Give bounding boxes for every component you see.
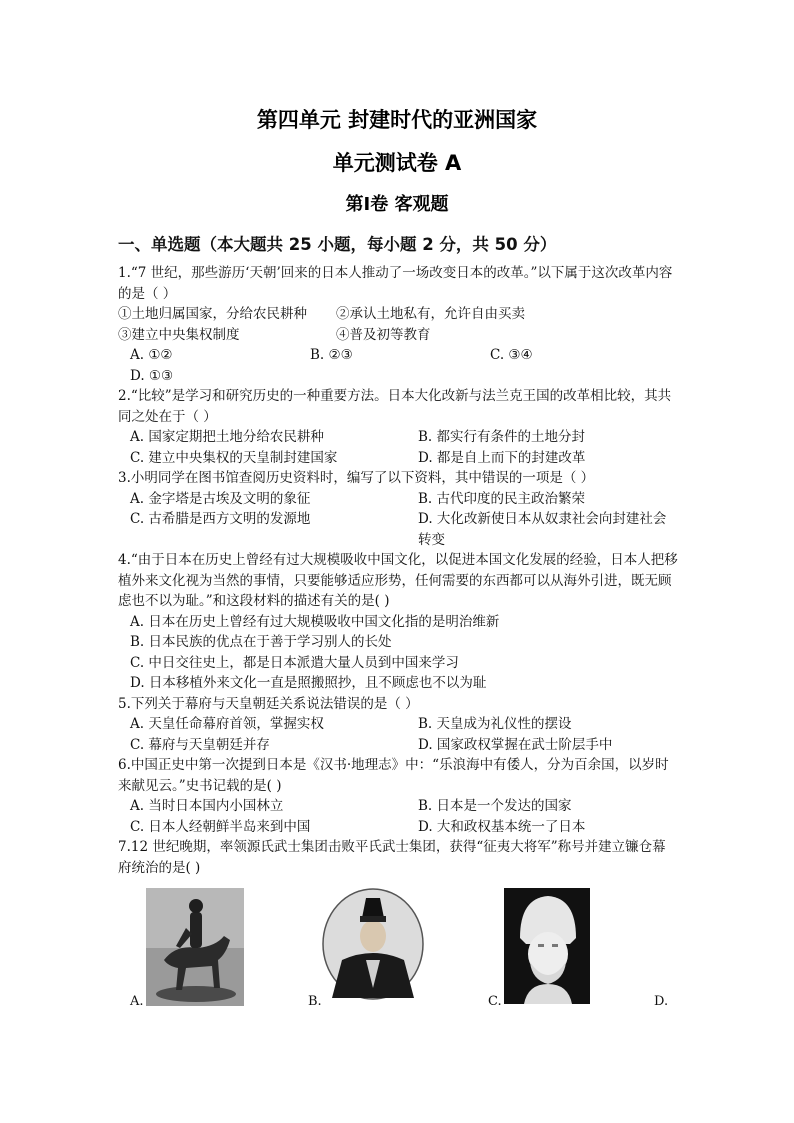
options-row xyxy=(118,489,678,510)
question-stem: 5.下列关于幕府与天皇朝廷关系说法错误的是（ ） xyxy=(118,695,419,712)
option-c[interactable]: C. ③④ xyxy=(490,347,533,363)
question-stem: 7.12 世纪晚期，率领源氏武士集团击败平氏武士集团，获得“征夷大将军”称号并建立镰仓幕府统治的是( ) xyxy=(118,839,666,876)
option-c[interactable]: C. xyxy=(488,994,502,1009)
option-b[interactable]: B. xyxy=(308,994,322,1009)
option-a[interactable]: A. 当时日本国内小国林立 xyxy=(130,798,284,814)
option-b[interactable]: B. 都实行有条件的土地分封 xyxy=(418,429,586,445)
option-d[interactable]: D. xyxy=(654,994,669,1009)
option-a[interactable]: A. 国家定期把土地分给农民耕种 xyxy=(130,429,324,445)
option-c[interactable]: C. 建立中央集权的天皇制封建国家 xyxy=(130,449,338,466)
option-d[interactable]: D. 都是自上而下的封建改革 xyxy=(418,449,586,466)
options-row xyxy=(118,509,678,550)
option-c[interactable]: C. 幕府与天皇朝廷并存 xyxy=(130,736,270,753)
option-c[interactable]: C. 古希腊是西方文明的发源地 xyxy=(130,511,311,527)
options-row xyxy=(118,345,678,366)
question-stem: 1.“7 世纪，那些游历‘天朝’回来的日本人推动了一场改变日本的改革。”以下属于这次改革内容的是（ ） xyxy=(118,265,673,302)
option-c[interactable]: C. 中日交往史上，都是日本派遣大量人员到中国来学习 xyxy=(130,654,459,671)
option-d[interactable]: D. ①③ xyxy=(130,367,174,384)
statement-2: ②承认土地私有，允许自由买卖 xyxy=(336,306,525,322)
option-a[interactable]: A. 日本在历史上曾经有过大规模吸收中国文化指的是明治维新 xyxy=(130,613,500,630)
option-a[interactable]: A. 天皇任命幕府首领，掌握实权 xyxy=(130,716,324,732)
option-a[interactable]: A. ①② xyxy=(130,347,173,363)
options-row xyxy=(118,448,678,469)
question-stem: 2.“比较”是学习和研究历史的一种重要方法。日本大化改新与法兰克王国的改革相比较，其共同之处在于（ ） xyxy=(118,388,672,425)
helmeted-bust-image[interactable] xyxy=(504,888,590,1004)
option-d[interactable]: D. 大和政权基本统一了日本 xyxy=(418,818,586,835)
question-6 xyxy=(118,755,678,837)
question-4 xyxy=(118,550,678,694)
question-2 xyxy=(118,386,678,468)
option-d[interactable]: D. 国家政权掌握在武士阶层手中 xyxy=(418,736,613,753)
part-title: 第Ⅰ卷 客观题 xyxy=(345,194,449,215)
statement-row xyxy=(118,304,678,325)
unit-title: 第四单元 封建时代的亚洲国家 xyxy=(256,108,538,132)
statement-4: ④普及初等教育 xyxy=(336,326,431,343)
options-row xyxy=(118,735,678,756)
option-b[interactable]: B. 日本是一个发达的国家 xyxy=(418,798,572,814)
question-1 xyxy=(118,263,678,386)
options-row xyxy=(118,796,678,817)
equestrian-statue-image[interactable] xyxy=(146,888,244,1006)
portrait-image[interactable] xyxy=(322,888,424,1000)
option-a[interactable]: A. 金字塔是古埃及文明的象征 xyxy=(130,490,311,507)
option-c[interactable]: C. 日本人经朝鲜半岛来到中国 xyxy=(130,818,311,835)
questions xyxy=(118,263,678,878)
statement-3: ③建立中央集权制度 xyxy=(118,326,240,343)
option-b[interactable]: B. 古代印度的民主政治繁荣 xyxy=(418,490,586,507)
option-b[interactable]: B. 天皇成为礼仪性的摆设 xyxy=(418,716,572,732)
question-7 xyxy=(118,837,678,878)
option-b[interactable]: B. 日本民族的优点在于善于学习别人的长处 xyxy=(130,634,392,650)
option-b[interactable]: B. ②③ xyxy=(310,347,353,363)
question-stem: 3.小明同学在图书馆查阅历史资料时，编写了以下资料，其中错误的一项是（ ） xyxy=(118,470,595,486)
section-heading: 一、单选题（本大题共 25 小题，每小题 2 分，共 50 分） xyxy=(118,235,557,254)
options-row xyxy=(118,817,678,838)
statement-1: ①土地归属国家，分给农民耕种 xyxy=(118,306,307,322)
question-stem: 6.中国正史中第一次提到日本是《汉书·地理志》中：“乐浪海中有倭人，分为百余国，以岁时来献见云。”史书记载的是( ) xyxy=(118,757,669,794)
options-row xyxy=(118,427,678,448)
question-3 xyxy=(118,468,678,550)
option-d[interactable]: D. 日本移植外来文化一直是照搬照抄，且不顾虑也不以为耻 xyxy=(130,675,487,691)
options-row xyxy=(118,714,678,735)
statement-row xyxy=(118,325,678,346)
question-stem: 4.“由于日本在历史上曾经有过大规模吸收中国文化，以促进本国文化发展的经验，日本人把移植外来文化视为当然的事情，只要能够适应形势，任何需要的东西都可以从海外引进，既无顾虑也不以为耻。”和这段材料的描述有关的是( ) xyxy=(118,552,678,609)
option-a[interactable]: A. xyxy=(130,994,144,1009)
q7-picture-options xyxy=(118,888,678,1013)
option-d[interactable]: D. 大化改新使日本从奴隶社会向封建社会转变 xyxy=(418,511,667,548)
test-title: 单元测试卷 A xyxy=(332,151,462,175)
question-5 xyxy=(118,694,678,756)
